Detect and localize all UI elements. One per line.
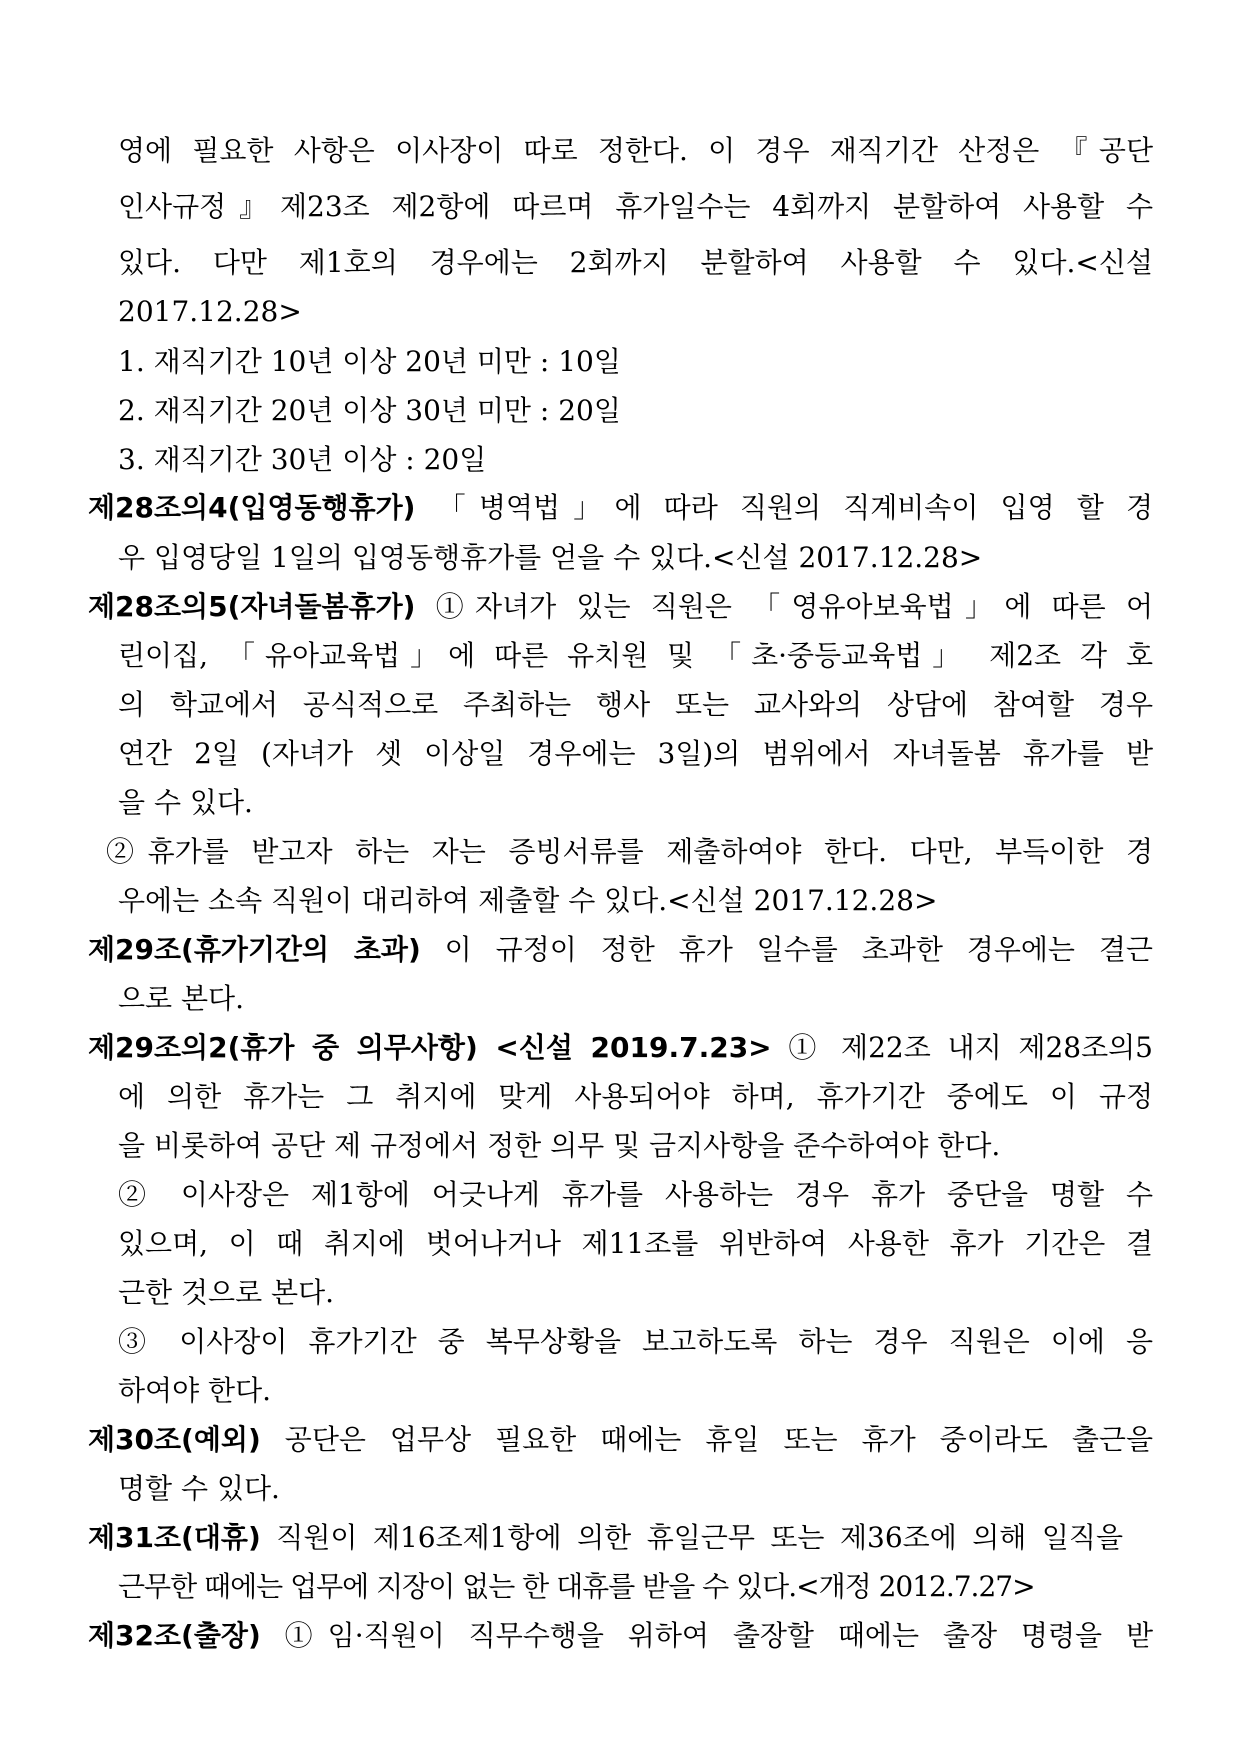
article-line — [88, 488, 1153, 528]
list-item: 2. 재직기간 20년 이상 30년 미만 : 20일 — [118, 394, 621, 427]
list-item: 1. 재직기간 10년 이상 20년 미만 : 10일 — [118, 345, 621, 378]
body-line: 2017.12.28> — [118, 295, 302, 328]
body-line: 의 학교에서 공식적으로 주최하는 행사 또는 교사와의 상담에 참여할 경우 — [118, 688, 1153, 721]
article-text: ①임·직원이 직무수행을 위하여 출장할 때에는 출장 명령을 받 — [260, 1619, 1153, 1652]
body-line: 근한 것으로 본다. — [118, 1276, 335, 1309]
body-line: 있다. 다만 제1호의 경우에는 2회까지 분할하여 사용할 수 있다.<신설 — [118, 246, 1153, 279]
body-line: 우에는 소속 직원이 대리하여 제출할 수 있다.<신설 2017.12.28> — [118, 884, 938, 917]
article-heading: 제31조(대휴) — [88, 1521, 261, 1554]
article-heading: 제29조(휴가기간의 초과) — [88, 933, 421, 966]
article-text: 「병역법」에 따라 직원의 직계비속이 입영 할 경 — [415, 491, 1153, 524]
article-heading: 제32조(출장) — [88, 1619, 261, 1652]
body-line: 하여야 한다. — [118, 1374, 272, 1407]
body-line: 에 의한 휴가는 그 취지에 맞게 사용되어야 하며, 휴가기간 중에도 이 규정 — [118, 1080, 1153, 1113]
body-line: 을 비롯하여 공단 제 규정에서 정한 의무 및 금지사항을 준수하여야 한다. — [118, 1129, 1001, 1162]
list-item: 3. 재직기간 30년 이상 : 20일 — [118, 443, 487, 476]
body-line: 있으며, 이 때 취지에 벗어나거나 제11조를 위반하여 사용한 휴가 기간은 결 — [118, 1227, 1153, 1260]
article-text: ①자녀가 있는 직원은 「영유아보육법」에 따른 어 — [415, 590, 1153, 623]
body-line: 으로 본다. — [118, 982, 244, 1015]
body-line: 을 수 있다. — [118, 786, 253, 819]
body-line: 명할 수 있다. — [118, 1472, 280, 1505]
body-line: 영에 필요한 사항은 이사장이 따로 정한다. 이 경우 재직기간 산정은 『공단 — [118, 134, 1153, 167]
body-line: 우 입영당일 1일의 입영동행휴가를 얻을 수 있다.<신설 2017.12.28> — [118, 541, 983, 574]
article-heading: 제28조의4(입영동행휴가) — [88, 491, 416, 524]
body-line: 인사규정』제23조 제2항에 따르며 휴가일수는 4회까지 분할하여 사용할 수 — [118, 190, 1153, 223]
article-line — [88, 1616, 1153, 1656]
article-line — [88, 930, 1153, 970]
article-line — [88, 1518, 1123, 1558]
body-line: ②휴가를 받고자 하는 자는 증빙서류를 제출하여야 한다. 다만, 부득이한 경 — [106, 835, 1153, 868]
article-text: 직원이 제16조제1항에 의한 휴일근무 또는 제36조에 의해 일직을 — [260, 1521, 1123, 1554]
article-heading: 제29조의2(휴가 중 의무사항) <신설 2019.7.23> — [88, 1031, 772, 1064]
article-line — [88, 1028, 1153, 1068]
body-line: 린이집, 「유아교육법」에 따른 유치원 및 「초·중등교육법」 제2조 각 호 — [118, 639, 1153, 672]
article-heading: 제30조(예외) — [88, 1423, 261, 1456]
article-line — [88, 587, 1153, 627]
body-line: ③ 이사장이 휴가기간 중 복무상황을 보고하도록 하는 경우 직원은 이에 응 — [118, 1325, 1153, 1358]
article-heading: 제28조의5(자녀돌봄휴가) — [88, 590, 416, 623]
article-text: 이 규정이 정한 휴가 일수를 초과한 경우에는 결근 — [420, 933, 1153, 966]
body-line: 연간 2일 (자녀가 셋 이상일 경우에는 3일)의 범위에서 자녀돌봄 휴가를 받 — [118, 737, 1153, 770]
article-text: ① 제22조 내지 제28조의5 — [771, 1031, 1153, 1064]
body-line: ② 이사장은 제1항에 어긋나게 휴가를 사용하는 경우 휴가 중단을 명할 수 — [118, 1178, 1153, 1211]
article-text: 공단은 업무상 필요한 때에는 휴일 또는 휴가 중이라도 출근을 — [260, 1423, 1153, 1456]
article-line — [88, 1420, 1153, 1460]
body-line: 근무한 때에는 업무에 지장이 없는 한 대휴를 받을 수 있다.<개정 2012.7.27> — [118, 1570, 1035, 1603]
